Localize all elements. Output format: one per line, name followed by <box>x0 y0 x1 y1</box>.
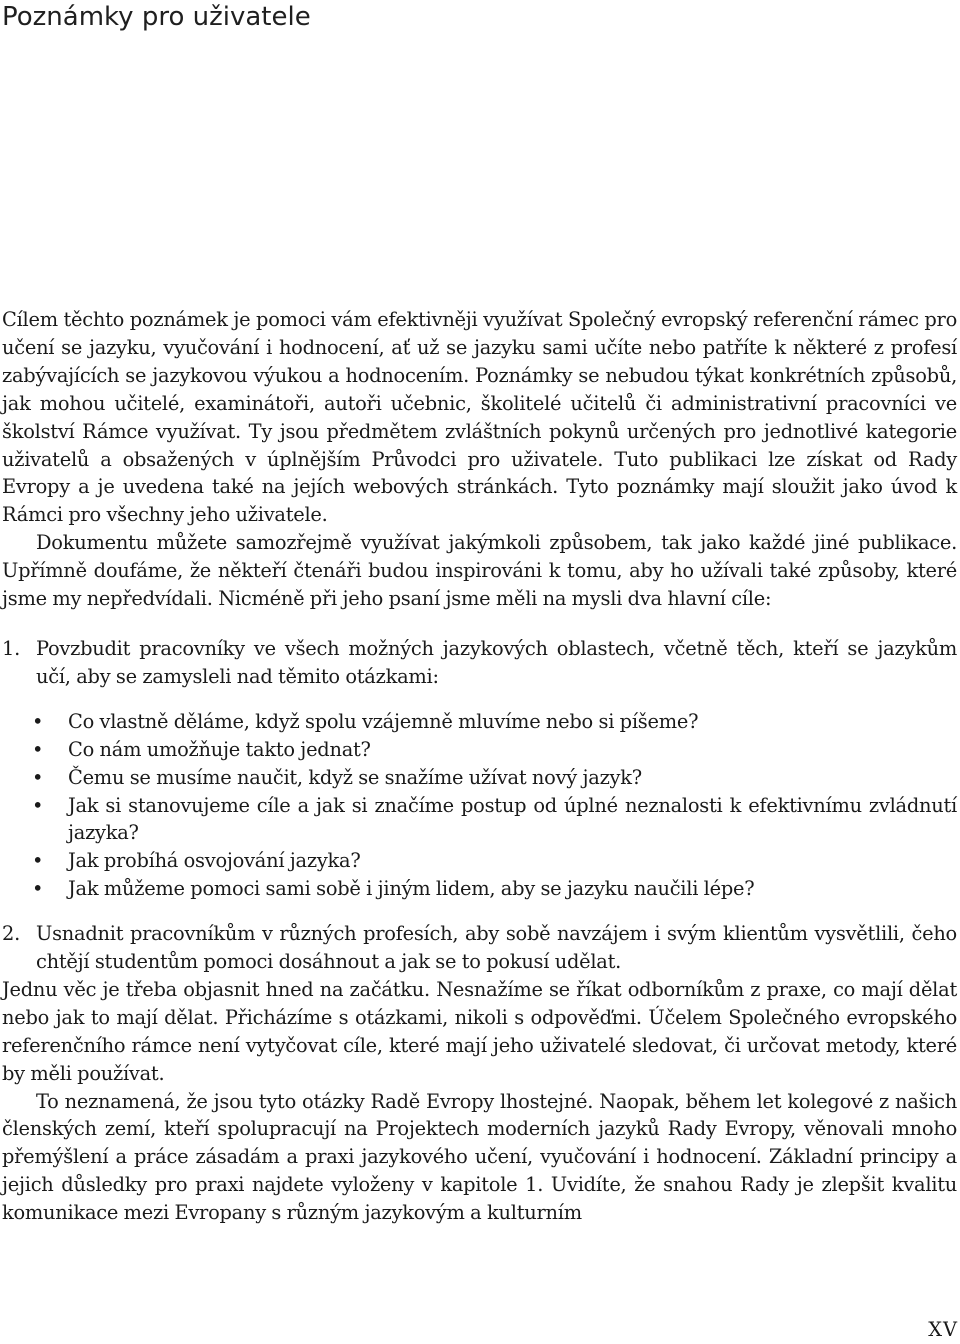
bullet-icon: • <box>32 737 44 761</box>
bullet-icon: • <box>32 765 44 789</box>
question-item <box>2 764 957 792</box>
question-item <box>2 847 957 875</box>
question-item <box>2 708 957 736</box>
page-title: Poznámky pro uživatele <box>2 2 311 32</box>
intro-paragraph: Cílem těchto poznámek je pomoci vám efektivněji využívat Společný evropský referenční rámec pro učení se jazyku, vyučování i hodnocení, ať už se jazyku sami učíte nebo patříte k některé z profesí zabývajících se jazykovou výukou a hodnocením. Poznámky se nebudou týkat konkrétních způsobů, jak mohou učitelé, examinátoři, autoři učebnic, školitelé učitelů či administrativní pracovníci ve školství Rámce využívat. Ty jsou předmětem zvláštních pokynů určených pro jednotlivé kategorie uživatelů a obsažených v úplnějším Průvodci pro uživatele. Tuto publikaci lze získat od Rady Evropy a je uvedena také na jejích webových stránkách. Tyto poznámky mají sloužit jako úvod k Rámci pro všechny jeho uživatele. <box>2 308 957 527</box>
question-text: Čemu se musíme naučit, když se snažíme užívat nový jazyk? <box>68 765 642 789</box>
goal-body <box>32 635 957 903</box>
question-text: Jak můžeme pomoci sami sobě i jiným lidem, aby se jazyku naučili lépe? <box>68 877 755 901</box>
bullet-icon: • <box>32 849 44 873</box>
question-text: Jak si stanovujeme cíle a jak si značíme postup od úplné neznalosti k efektivnímu zvládnutí jazyka? <box>68 793 957 845</box>
goal-number: 2. <box>2 922 21 946</box>
question-item <box>2 736 957 764</box>
questions-list <box>2 708 957 903</box>
intro-paragraph-2: Dokumentu můžete samozřejmě využívat jakýmkoli způsobem, tak jako každé jiné publikace. Upřímně doufáme, že někteří čtenáři budou inspirováni k tomu, aby ho užívali také způsoby, které jsme my nepředvídali. Nicméně při jeho psaní jsme měli na mysli dva hlavní cíle: <box>2 531 957 611</box>
question-item <box>2 792 957 848</box>
goal-item-1 <box>2 635 957 903</box>
goal-text: Usnadnit pracovníkům v různých profesích, aby sobě navzájem i svým klientům vysvětlili, čeho chtějí studentům pomoci dosáhnout a jak se to pokusí udělat. <box>36 922 957 974</box>
closing-paragraph-2: To neznamená, že jsou tyto otázky Radě Evropy lhostejné. Naopak, během let kolegové z našich členských zemí, kteří spolupracují na Projektech moderních jazyků Rady Evropy, věnovali mnoho přemýšlení a práce zásadám a praxi jazykového učení, vyučování i hodnocení. Základní principy a jejich důsledky pro praxi najdete vyloženy v kapitole 1. Uvidíte, že snahou Rady je zlepšit kvalitu komunikace mezi Evropany s různým jazykovým a kulturním <box>2 1089 957 1225</box>
bullet-icon: • <box>32 709 44 733</box>
bullet-icon: • <box>32 793 44 817</box>
goal-number: 1. <box>2 636 21 660</box>
body-text <box>2 306 957 1227</box>
goal-item-2 <box>2 920 957 976</box>
question-item <box>2 875 957 903</box>
question-text: Jak probíhá osvojování jazyka? <box>68 849 361 873</box>
question-text: Co nám umožňuje takto jednat? <box>68 737 371 761</box>
goals-list <box>2 635 957 976</box>
bullet-icon: • <box>32 877 44 901</box>
goal-text: Povzbudit pracovníky ve všech možných jazykových oblastech, včetně těch, kteří se jazykům učí, aby se zamysleli nad těmito otázkami: <box>36 636 957 688</box>
question-text: Co vlastně děláme, když spolu vzájemně mluvíme nebo si píšeme? <box>68 709 699 733</box>
page-number: XV <box>928 1318 958 1341</box>
closing-paragraph-1: Jednu věc je třeba objasnit hned na začátku. Nesnažíme se říkat odborníkům z praxe, co mají dělat nebo jak to mají dělat. Přicházíme s otázkami, nikoli s odpověďmi. Účelem Společného evropského referenčního rámce není vytyčovat cíle, které mají jeho uživatelé sledovat, či určovat metody, které by měli používat. <box>2 977 957 1085</box>
